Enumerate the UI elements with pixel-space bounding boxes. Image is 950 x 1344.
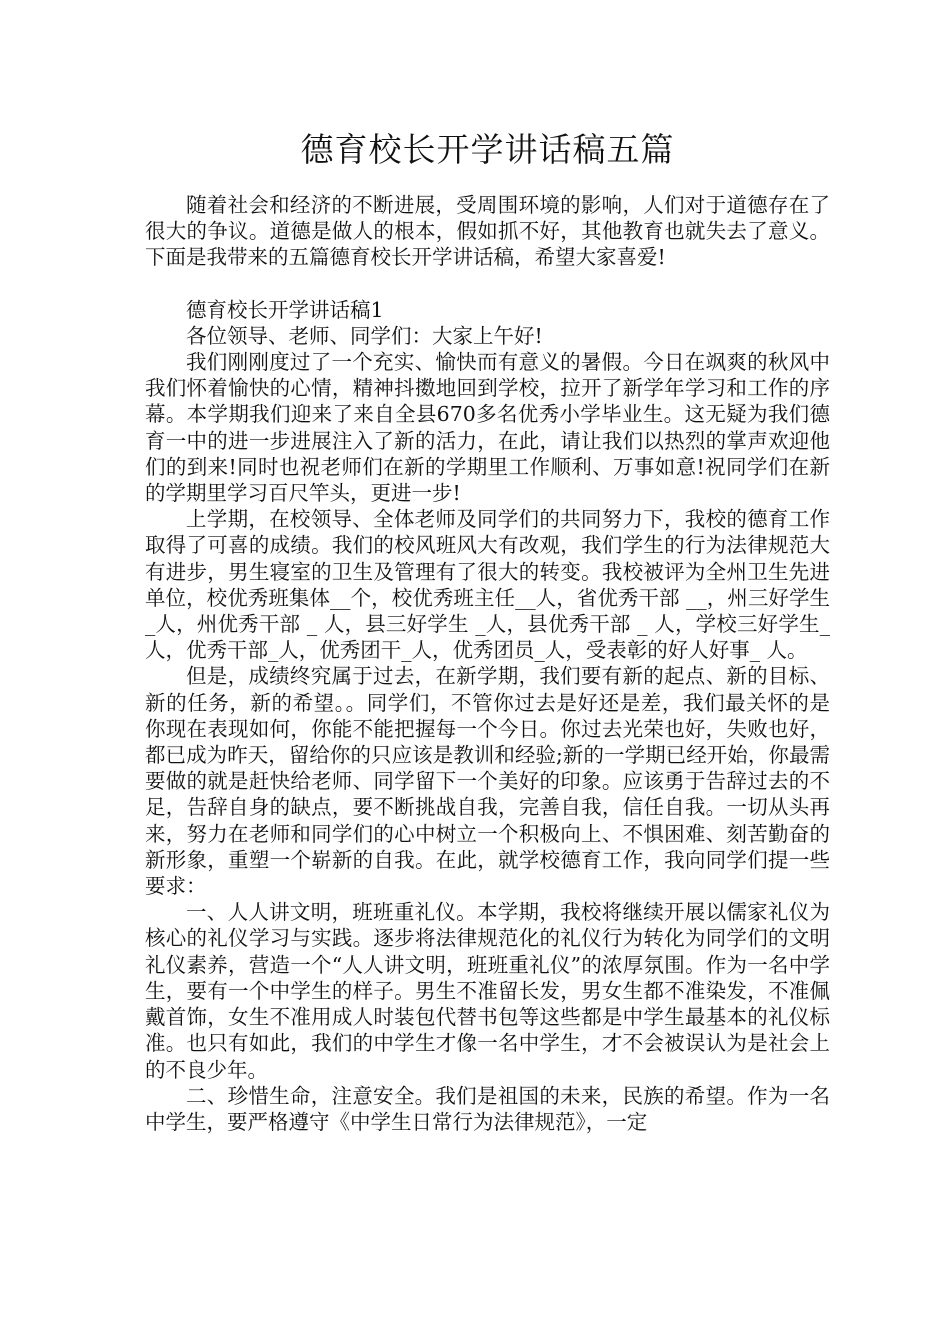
document-title: 德育校长开学讲话稿五篇: [300, 130, 675, 169]
body-paragraph-4: 一、人人讲文明，班班重礼仪。本学期，我校将继续开展以儒家礼仪为核心的礼仪学习与实践。逐步将法律规范化的礼仪行为转化为同学们的文明礼仪素养，营造一个“人人讲文明，班班重礼仪”的浓厚氛围。作为一名中学生，要有一个中学生的样子。男生不准留长发，男女生都不准染发，不准佩戴首饰，女生不准用成人时装包代替书包等这些都是中学生最基本的礼仪标准。也只有如此，我们的中学生才像一名中学生，才不会被误认为是社会上的不良少年。: [145, 900, 830, 1082]
greeting-line: 各位领导、老师、同学们：大家上午好!: [186, 323, 543, 348]
intro-paragraph: 随着社会和经济的不断进展，受周围环境的影响，人们对于道德存在了很大的争议。道德是做人的根本，假如抓不好，其他教育也就失去了意义。下面是我带来的五篇德育校长开学讲话稿，希望大家喜爱!: [145, 193, 830, 270]
body-paragraph-1: 我们刚刚度过了一个充实、愉快而有意义的暑假。今日在飒爽的秋风中我们怀着愉快的心情，精神抖擞地回到学校，拉开了新学年学习和工作的序幕。本学期我们迎来了来自全县670多名优秀小学毕业生。这无疑为我们德育一中的进一步进展注入了新的活力，在此，请让我们以热烈的掌声欢迎他们的到来!同时也祝老师们在新的学期里工作顺利、万事如意!祝同学们在新的学期里学习百尺竿头，更进一步!: [145, 350, 830, 506]
section-heading: 德育校长开学讲话稿1: [186, 297, 384, 322]
document-page: [145, 122, 830, 1135]
body-paragraph-2: 上学期，在校领导、全体老师及同学们的共同努力下，我校的德育工作取得了可喜的成绩。我们的校风班风大有改观，我们学生的行为法律规范大有进步，男生寝室的卫生及管理有了很大的转变。我校被评为全州卫生先进单位，校优秀班集体__个，校优秀班主任__人，省优秀干部 __，州三好学生 _人，州优秀干部 _ 人，县三好学生 _人，县优秀干部 _ 人，学校三好学生_ 人，优秀干部_人，优秀团干_人，优秀团员_人，受表彰的好人好事_ 人。: [145, 507, 830, 663]
body-paragraph-3: 但是，成绩终究属于过去，在新学期，我们要有新的起点、新的目标、新的任务，新的希望。。同学们，不管你过去是好还是差，我们最关怀的是你现在表现如何，你能不能把握每一个今日。你过去光荣也好，失败也好，都已成为昨天，留给你的只应该是教训和经验;新的一学期已经开始，你最需要做的就是赶快给老师、同学留下一个美好的印象。应该勇于告辞过去的不足，告辞自身的缺点，要不断挑战自我，完善自我，信任自我。一切从头再来，努力在老师和同学们的心中树立一个积极向上、不惧困难、刻苦勤奋的新形象，重塑一个崭新的自我。在此，就学校德育工作，我向同学们提一些要求：: [145, 664, 830, 899]
body-paragraph-5: 二、珍惜生命，注意安全。我们是祖国的未来，民族的希望。作为一名中学生，要严格遵守《中学生日常行为法律规范》，一定: [145, 1083, 830, 1134]
